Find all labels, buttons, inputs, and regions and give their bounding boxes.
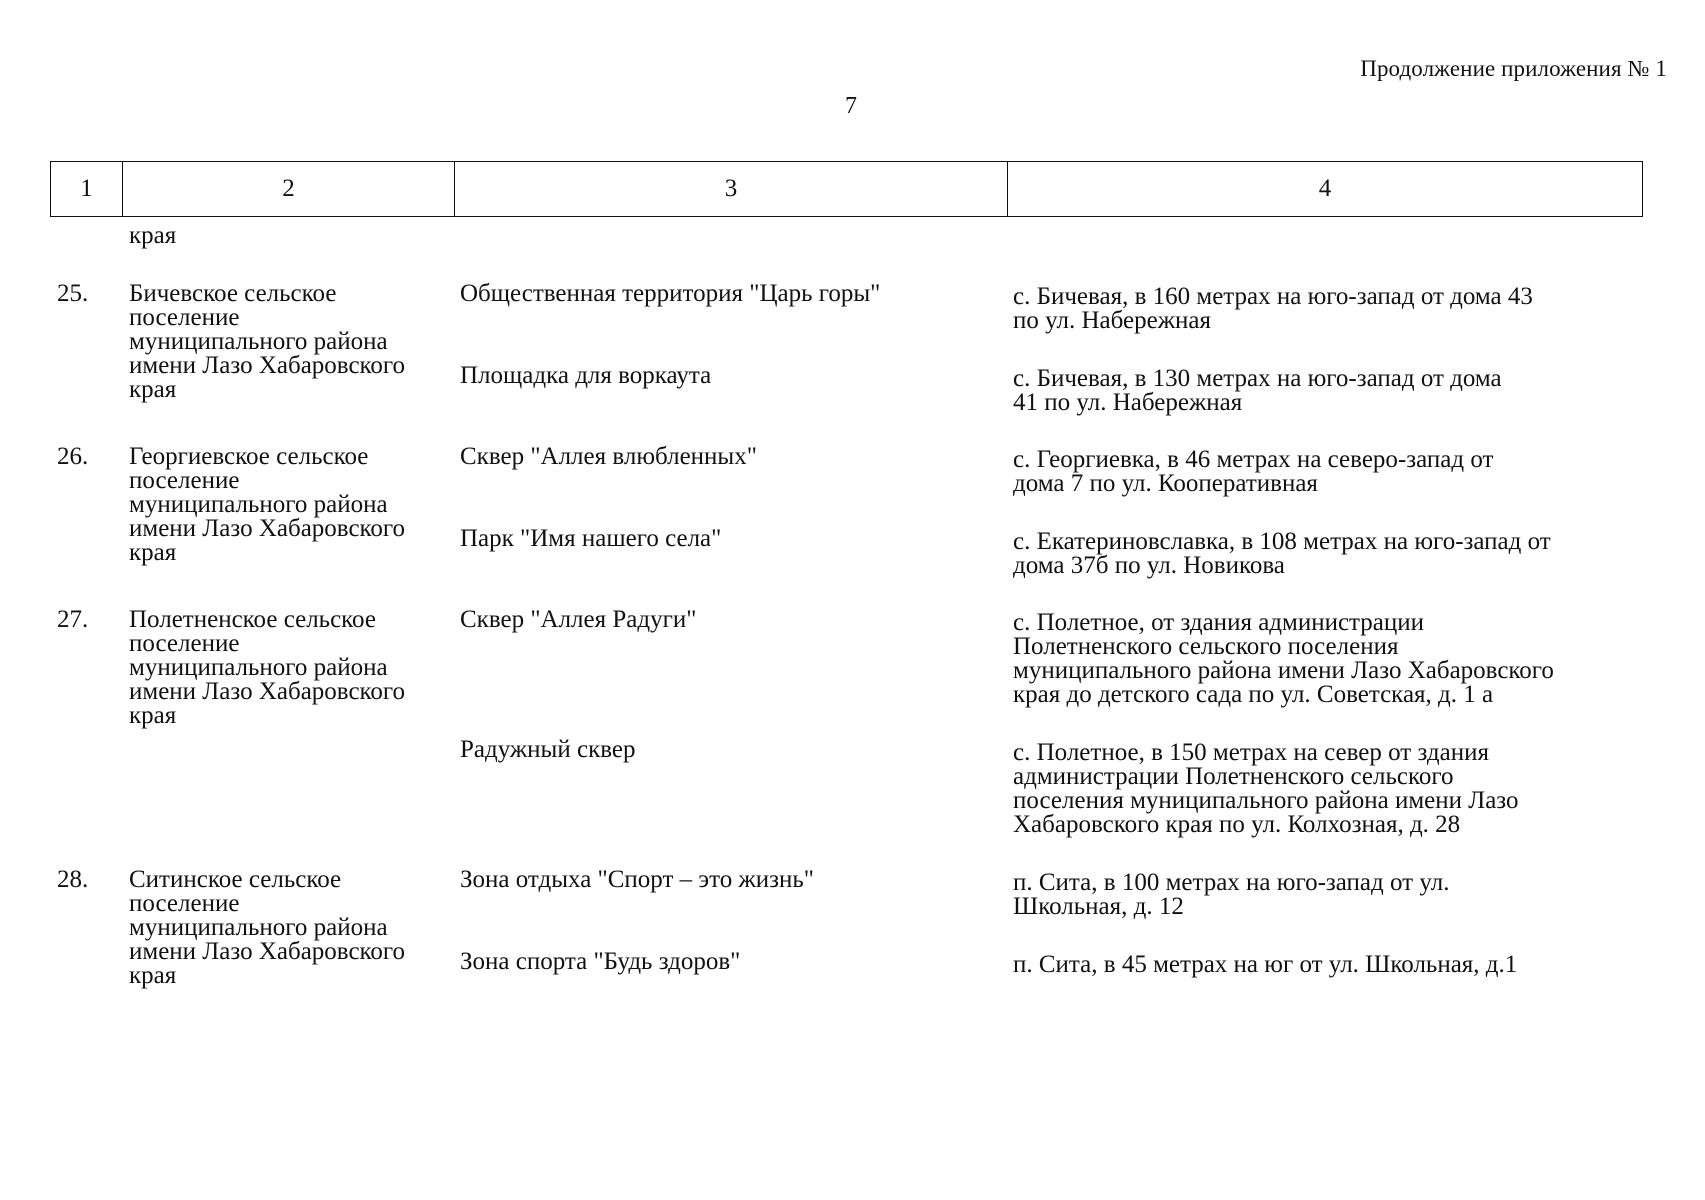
object-address-line: с. Полетное, в 150 метрах на север от здания (1013, 739, 1489, 766)
object-name: Зона спорта "Будь здоров" (460, 948, 741, 975)
object-address-line: Школьная, д. 12 (1013, 893, 1184, 920)
object-address-line: п. Сита, в 45 метрах на юг от ул. Школьная, д.1 (1013, 951, 1518, 978)
object-address-line: дома 37б по ул. Новикова (1013, 552, 1285, 579)
object-name: Площадка для воркаута (460, 362, 712, 389)
object-address-line: поселения муниципального района имени Лазо (1013, 787, 1519, 814)
settlement-name-line: имени Лазо Хабаровского (129, 678, 406, 705)
settlement-name-line: Ситинское сельское (129, 866, 342, 893)
object-name: Сквер "Аллея Радуги" (460, 606, 697, 633)
settlement-name-line: имени Лазо Хабаровского (129, 352, 406, 379)
object-name: Общественная территория "Царь горы" (460, 280, 881, 307)
object-name: Радужный сквер (460, 736, 636, 763)
object-name: Парк "Имя нашего села" (460, 525, 722, 552)
settlement-name-line: муниципального района (129, 914, 388, 941)
settlement-name-line: имени Лазо Хабаровского (129, 938, 406, 965)
settlement-name-line: Полетненское сельское (129, 606, 376, 633)
settlement-name-line: края (129, 539, 177, 566)
settlement-name-line: муниципального района (129, 491, 388, 518)
row-number: 26. (57, 443, 89, 470)
column-header-3: 3 (455, 162, 1008, 216)
settlement-name-line: поселение (129, 630, 240, 657)
object-address-line: 41 по ул. Набережная (1013, 389, 1243, 416)
settlement-name-line: края (129, 376, 177, 403)
row-number: 27. (57, 606, 89, 633)
object-address-line: с. Бичевая, в 130 метрах на юго-запад от дома (1013, 365, 1502, 392)
column-header-1: 1 (51, 162, 123, 216)
settlement-name-line: поселение (129, 467, 240, 494)
row-number: 28. (57, 866, 89, 893)
column-header-4: 4 (1318, 175, 1332, 202)
settlement-name-line: края (129, 702, 177, 729)
object-name: Сквер "Аллея влюбленных" (460, 443, 757, 470)
settlement-name-line: муниципального района (129, 654, 388, 681)
continuation-header: Продолжение приложения № 1 (1360, 56, 1667, 81)
object-address-line: Хабаровского края по ул. Колхозная, д. 28 (1013, 811, 1461, 838)
object-address-line: администрации Полетненского сельского (1013, 763, 1454, 790)
settlement-name-line: имени Лазо Хабаровского (129, 515, 406, 542)
object-address-line: п. Сита, в 100 метрах на юго-запад от ул. (1013, 869, 1450, 896)
row-number: 25. (57, 280, 89, 307)
object-address-line: Полетненского сельского поселения (1013, 633, 1399, 660)
carryover-text: края (129, 222, 177, 249)
settlement-name-line: муниципального района (129, 328, 388, 355)
settlement-name-line: поселение (129, 304, 240, 331)
settlement-name-line: Георгиевское сельское (129, 443, 369, 470)
object-address-line: с. Бичевая, в 160 метрах на юго-запад от дома 43 (1013, 283, 1533, 310)
object-address-line: с. Георгиевка, в 46 метрах на северо-запад от (1013, 446, 1494, 473)
page-number: 7 (845, 93, 857, 119)
object-address-line: по ул. Набережная (1013, 307, 1211, 334)
settlement-name-line: Бичевское сельское (129, 280, 337, 307)
object-address-line: с. Екатериновславка, в 108 метрах на юго-запад от (1013, 528, 1551, 555)
object-address-line: с. Полетное, от здания администрации (1013, 609, 1425, 636)
object-name: Зона отдыха "Спорт – это жизнь" (460, 866, 814, 893)
settlement-name-line: поселение (129, 890, 240, 917)
object-address-line: края до детского сада по ул. Советская, д. 1 а (1013, 681, 1494, 708)
table-header-row (50, 161, 1643, 217)
column-header-2: 2 (123, 162, 455, 216)
object-address-line: дома 7 по ул. Кооперативная (1013, 470, 1318, 497)
settlement-name-line: края (129, 962, 177, 989)
object-address-line: муниципального района имени Лазо Хабаровского (1013, 657, 1554, 684)
